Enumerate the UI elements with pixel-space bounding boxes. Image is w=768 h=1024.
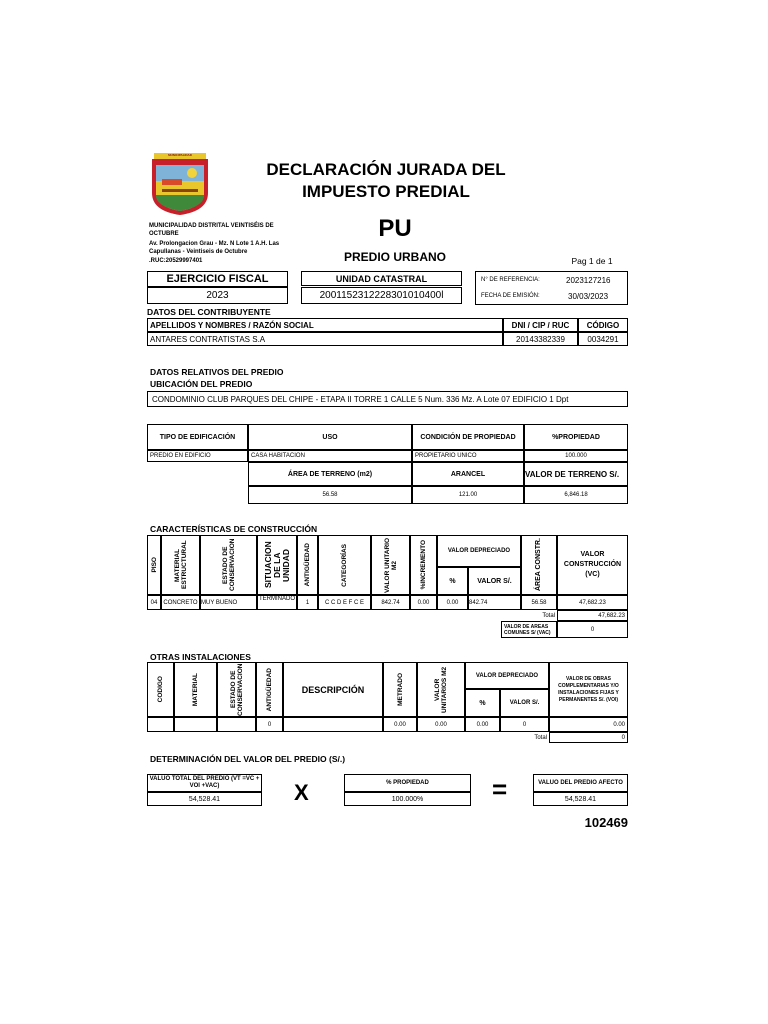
incremento-value: 0.00 — [410, 595, 437, 610]
area-constr-value: 56.58 — [521, 595, 557, 610]
situacion-header — [257, 535, 297, 595]
otras-valor-s-header: VALOR S/. — [500, 689, 549, 717]
ubicacion-label: UBICACIÓN DEL PREDIO — [150, 379, 253, 389]
estado-header — [200, 535, 257, 595]
categorias-header-label: CATEGORÍAS — [341, 543, 348, 587]
emission-value: 30/03/2023 — [568, 292, 609, 301]
determinacion-section-title: DETERMINACIÓN DEL VALOR DEL PREDIO (S/.) — [150, 754, 346, 764]
incremento-header-label: %INCREMENTO — [420, 540, 427, 590]
area-terreno-value: 56.58 — [248, 486, 412, 504]
vac-label: VALOR DE AREAS COMUNES S/ (VAC) — [501, 621, 557, 638]
otras-valor-s-value: 0 — [500, 717, 549, 732]
emission-label: FECHA DE EMISIÓN: — [481, 293, 540, 299]
valor-construccion-value: 47,682.23 — [557, 595, 628, 610]
otras-antiguedad-value: 0 — [256, 717, 283, 732]
vac-value: 0 — [557, 621, 628, 638]
otras-valor-unit-header-label: VALOR UNITARIOS M2 — [434, 666, 448, 713]
area-constr-header-label: ÁREA CONSTR. — [535, 538, 542, 592]
situacion-value: TERMINADO — [257, 595, 297, 610]
valor-construccion-header: VALOR CONSTRUCCIÓN (VC) — [557, 535, 628, 595]
otras-estado-header-label: ESTADO DE CONSERVACION — [229, 663, 244, 716]
name-header: APELLIDOS Y NOMBRES / RAZÓN SOCIAL — [147, 318, 503, 332]
estado-header-label: ESTADO DE CONSERVACION — [221, 538, 236, 592]
uso-value: CASA HABITACION — [248, 450, 412, 462]
logo-top-text: MUNICIPALIDAD — [168, 153, 192, 157]
valor-terreno-value: 6,846.18 — [524, 486, 628, 504]
otras-total-value: 0 — [549, 732, 628, 743]
valuo-afecto-value: 54,528.41 — [533, 792, 628, 806]
otras-voi-value: 0.00 — [549, 717, 628, 732]
antiguedad-value: 1 — [297, 595, 318, 610]
otras-material-header — [174, 662, 217, 717]
contribuyente-codigo: 0034291 — [578, 332, 628, 346]
valor-unitario-header-label: VALOR UNITARIO M2 — [383, 537, 398, 593]
predio-section-title: DATOS RELATIVOS DEL PREDIO — [150, 367, 284, 377]
metrado-header-label: METRADO — [396, 673, 404, 706]
tipo-edificacion-header: TIPO DE EDIFICACIÓN — [147, 424, 248, 450]
unidad-label: UNIDAD CATASTRAL — [301, 271, 462, 286]
piso-value: 04 — [147, 595, 161, 610]
ejercicio-value: 2023 — [147, 287, 288, 304]
otras-descripcion-value — [283, 717, 383, 732]
piso-header — [147, 535, 161, 595]
otras-pct-value: 0.00 — [465, 717, 500, 732]
codigo-header-label: CODIGO — [157, 676, 164, 703]
reference-value: 2023127216 — [566, 276, 611, 285]
otras-antiguedad-header-label: ANTIGÜEDAD — [266, 667, 273, 712]
condicion-value: PROPIETARIO UNICO — [412, 450, 524, 462]
area-constr-header — [521, 535, 557, 595]
otras-material-header-label: MATERIAL — [192, 672, 199, 707]
valor-unitario-value: 842.74 — [371, 595, 410, 610]
valuo-total-value: 54,528.41 — [147, 792, 262, 806]
ubicacion-value: CONDOMINIO CLUB PARQUES DEL CHIPE - ETAPA II TORRE 1 CALLE 5 Num. 336 Mz. A Lote 07 EDIFICIO 1 Dpt — [147, 391, 628, 407]
situacion-header-label: SITUACION DE LA UNIDAD — [262, 541, 291, 589]
valuo-afecto-label: VALUO DEL PREDIO AFECTO — [533, 774, 628, 792]
otras-metrado-value: 0.00 — [383, 717, 417, 732]
valor-terreno-header: VALOR DE TERRENO S/. — [524, 462, 628, 486]
incremento-header — [410, 535, 437, 595]
otras-codigo-value — [147, 717, 174, 732]
contribuyente-section-title: DATOS DEL CONTRIBUYENTE — [147, 307, 271, 317]
contribuyente-dni: 20143382339 — [503, 332, 578, 346]
otras-total-label: Total — [534, 734, 547, 741]
reference-label: N° DE REFERENCIA: — [481, 277, 540, 283]
pct-value: 0.00 — [437, 595, 468, 610]
municipality-name: MUNICIPALIDAD DISTRITAL VEINTISÉIS DE OCTUBRE — [149, 223, 274, 237]
construccion-total-label: Total — [542, 612, 555, 619]
equals-sign: = — [492, 774, 508, 804]
municipality-ruc: .RUC:20529997401 — [149, 258, 203, 264]
municipality-logo — [148, 153, 212, 217]
construccion-section-title: CARACTERÍSTICAS DE CONSTRUCCIÓN — [150, 524, 318, 534]
valor-unitario-header — [371, 535, 410, 595]
valor-obras-header: VALOR DE OBRAS COMPLEMENTARIAS Y/O INSTALACIONES FIJAS Y PERMANENTES S/. (VOI) — [549, 662, 628, 717]
unidad-value: 2001152312228301010400l — [301, 287, 462, 304]
construccion-total-value: 47,682.23 — [557, 610, 628, 621]
material-header — [161, 535, 200, 595]
codigo-header — [147, 662, 174, 717]
form-code: PU — [378, 215, 412, 242]
valor-depreciado-header: VALOR DEPRECIADO — [437, 535, 521, 567]
otras-depreciado-header: VALOR DEPRECIADO — [465, 662, 549, 689]
contribuyente-name: ANTARES CONTRATISTAS S.A — [147, 332, 503, 346]
otras-valor-unit-value: 0.00 — [417, 717, 465, 732]
area-terreno-header: ÁREA DE TERRENO (m2) — [248, 462, 412, 486]
pct-propiedad-header: %PROPIEDAD — [524, 424, 628, 450]
material-value: CONCRETO — [161, 595, 200, 610]
ejercicio-label: EJERCICIO FISCAL — [147, 271, 288, 287]
otras-estado-value — [217, 717, 256, 732]
dni-header: DNI / CIP / RUC — [503, 318, 578, 332]
material-header-label: MATERIAL ESTRUCTURAL — [173, 540, 188, 590]
otras-antiguedad-header — [256, 662, 283, 717]
pct-propiedad-label: % PROPIEDAD — [344, 774, 471, 792]
page-title-line1: DECLARACIÓN JURADA DEL — [266, 160, 506, 179]
codigo-header: CÓDIGO — [578, 318, 628, 332]
pct-header: % — [437, 567, 468, 595]
descripcion-header: DESCRIPCIÓN — [283, 662, 383, 717]
coat-of-arms-icon — [148, 153, 212, 217]
arancel-header: ARANCEL — [412, 462, 524, 486]
metrado-header — [383, 662, 417, 717]
multiply-sign: X — [294, 780, 309, 805]
otras-valor-unit-header — [417, 662, 465, 717]
tipo-edificacion-value: PREDIO EN EDIFICIO — [147, 450, 248, 462]
form-subtitle: PREDIO URBANO — [343, 250, 446, 264]
otras-estado-header — [217, 662, 256, 717]
otras-pct-header: % — [465, 689, 500, 717]
page-title-line2: IMPUESTO PREDIAL — [302, 182, 470, 201]
otras-material-value — [174, 717, 217, 732]
pct-propiedad-value: 100.000 — [524, 450, 628, 462]
valor-s-header: VALOR S/. — [468, 567, 521, 595]
valuo-total-label: VALUO TOTAL DEL PREDIO (VT =VC + VOI +VAC) — [147, 774, 262, 792]
condicion-header: CONDICIÓN DE PROPIEDAD — [412, 424, 524, 450]
document-number: 102469 — [584, 815, 628, 830]
valor-s-value: 842.74 — [468, 595, 521, 610]
uso-header: USO — [248, 424, 412, 450]
municipality-address: Av. Prolongacion Grau - Mz. N Lote 1 A.H. Las Capullanas - Veintiseis de Octubre — [149, 241, 280, 255]
antiguedad-header — [297, 535, 318, 595]
otras-section-title: OTRAS INSTALACIONES — [150, 652, 251, 662]
categorias-header — [318, 535, 371, 595]
estado-value: MUY BUENO — [200, 595, 257, 610]
page-number: Pag 1 de 1 — [571, 256, 613, 266]
pct-propiedad-value-final: 100.000% — [344, 792, 471, 806]
arancel-value: 121.00 — [412, 486, 524, 504]
categorias-value: C C D E F C E — [318, 595, 371, 610]
piso-header-label: PISO — [150, 557, 158, 573]
antiguedad-header-label: ANTIGÜEDAD — [304, 543, 311, 587]
